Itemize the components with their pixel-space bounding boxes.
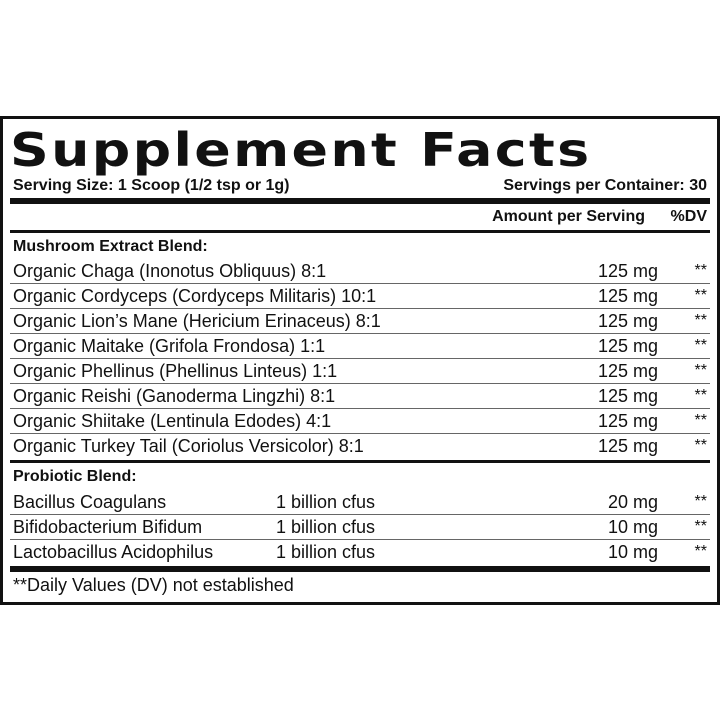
ingredient-name: Organic Shiitake (Lentinula Edodes) 4:1 xyxy=(13,411,332,431)
probiotic-row xyxy=(10,540,710,565)
mushroom-row xyxy=(10,384,710,409)
ingredient-amount: 10 mg xyxy=(607,542,658,562)
ingredient-amount: 125 mg xyxy=(597,261,658,281)
ingredient-amount: 125 mg xyxy=(597,311,658,331)
ingredient-dv: ** xyxy=(694,437,707,454)
ingredient-cfu: 1 billion cfus xyxy=(276,492,376,512)
ingredient-name: Bacillus Coagulans xyxy=(13,492,167,512)
mushroom-row xyxy=(10,284,710,309)
ingredient-amount: 125 mg xyxy=(597,411,658,431)
ingredient-cfu: 1 billion cfus xyxy=(276,542,376,562)
ingredient-name: Organic Chaga (Inonotus Obliquus) 8:1 xyxy=(13,261,327,281)
mushroom-row xyxy=(10,259,710,284)
mushroom-row xyxy=(10,434,710,459)
ingredient-name: Lactobacillus Acidophilus xyxy=(13,542,214,562)
ingredient-name: Organic Maitake (Grifola Frondosa) 1:1 xyxy=(13,336,326,356)
ingredient-dv: ** xyxy=(694,262,707,279)
ingredient-name: Bifidobacterium Bifidum xyxy=(13,517,203,537)
ingredient-name: Organic Turkey Tail (Coriolus Versicolor) 8:1 xyxy=(13,436,364,456)
probiotic-row xyxy=(10,515,710,540)
ingredient-amount: 125 mg xyxy=(597,436,658,456)
ingredient-amount: 125 mg xyxy=(597,386,658,406)
ingredient-cfu: 1 billion cfus xyxy=(276,517,376,537)
ingredient-amount: 20 mg xyxy=(607,492,658,512)
amount-per-serving-header: Amount per Serving xyxy=(492,208,645,225)
ingredient-name: Organic Lion’s Mane (Hericium Erinaceus) 8:1 xyxy=(13,311,381,331)
ingredient-dv: ** xyxy=(694,312,707,329)
probiotic-row xyxy=(10,490,710,515)
header-divider xyxy=(10,230,710,233)
ingredient-amount: 125 mg xyxy=(597,361,658,381)
ingredient-dv: ** xyxy=(694,543,707,560)
ingredient-name: Organic Reishi (Ganoderma Lingzhi) 8:1 xyxy=(13,386,336,406)
ingredient-dv: ** xyxy=(694,493,707,510)
thick-divider-top xyxy=(10,198,710,204)
ingredient-amount: 10 mg xyxy=(607,517,658,537)
ingredient-dv: ** xyxy=(694,362,707,379)
mushroom-row xyxy=(10,359,710,384)
mushroom-blend-heading: Mushroom Extract Blend: xyxy=(13,238,208,255)
ingredient-dv: ** xyxy=(694,337,707,354)
footnote: **Daily Values (DV) not established xyxy=(13,575,294,595)
serving-size: Serving Size: 1 Scoop (1/2 tsp or 1g) xyxy=(13,177,290,194)
probiotic-blend-heading: Probiotic Blend: xyxy=(13,468,137,485)
ingredient-amount: 125 mg xyxy=(597,336,658,356)
mushroom-row xyxy=(10,309,710,334)
thick-divider-bottom xyxy=(10,566,710,572)
ingredient-dv: ** xyxy=(694,387,707,404)
ingredient-dv: ** xyxy=(694,518,707,535)
panel-title: Supplement Facts xyxy=(10,123,592,177)
mushroom-row xyxy=(10,334,710,359)
ingredient-name: Organic Cordyceps (Cordyceps Militaris) 10:1 xyxy=(13,286,377,306)
mushroom-row xyxy=(10,409,710,434)
daily-value-header: %DV xyxy=(670,208,707,225)
ingredient-dv: ** xyxy=(694,412,707,429)
servings-per-container: Servings per Container: 30 xyxy=(503,177,707,194)
ingredient-dv: ** xyxy=(694,287,707,304)
section-divider xyxy=(10,460,710,463)
serving-info xyxy=(13,176,707,196)
column-header xyxy=(13,206,707,228)
ingredient-name: Organic Phellinus (Phellinus Linteus) 1:1 xyxy=(13,361,338,381)
ingredient-amount: 125 mg xyxy=(597,286,658,306)
